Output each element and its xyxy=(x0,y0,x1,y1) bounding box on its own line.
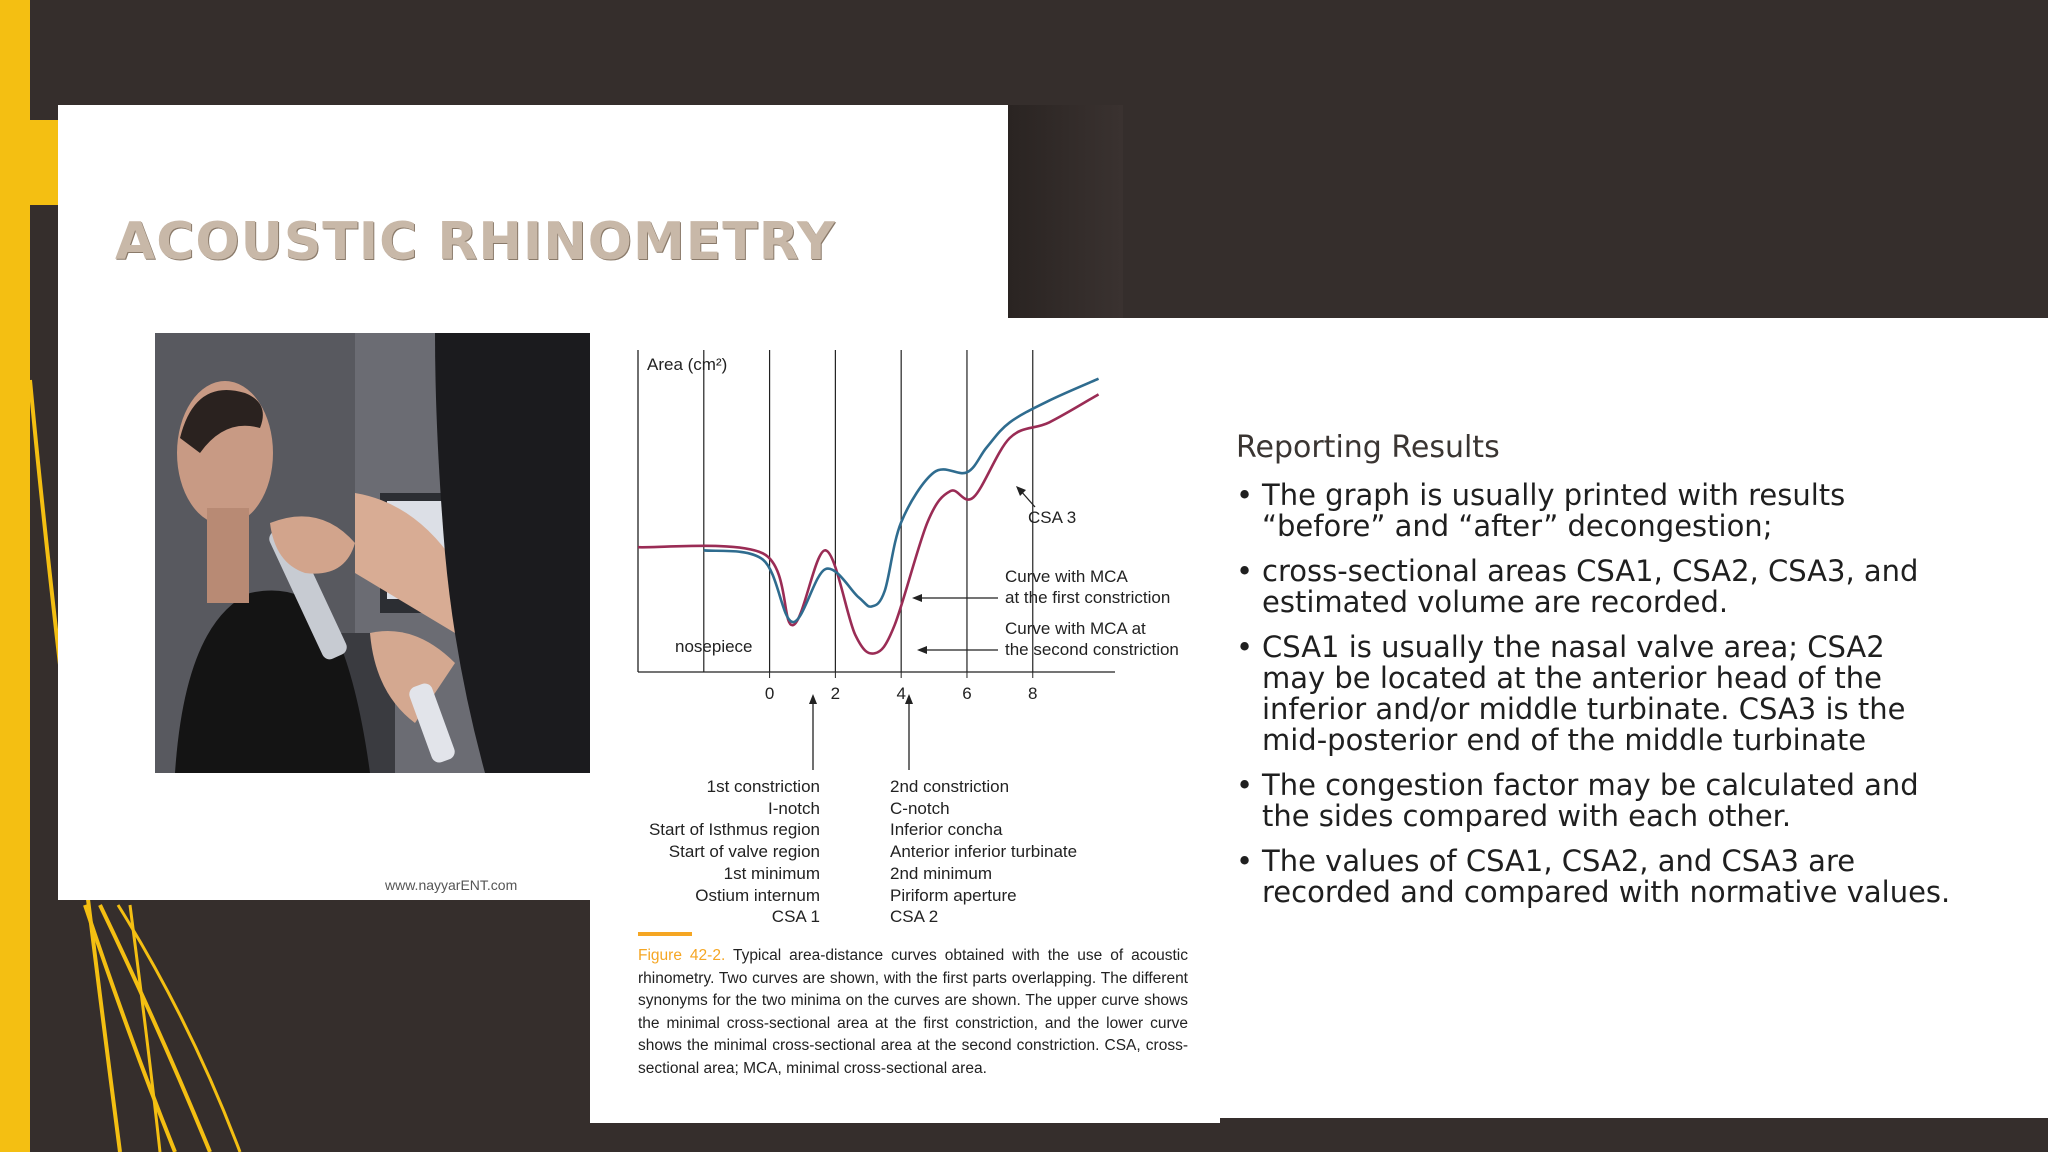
synonym-right: C-notch xyxy=(890,798,950,818)
synonym-left: 1st constriction xyxy=(706,777,820,796)
nosepiece-label: nosepiece xyxy=(675,637,753,656)
x-tick-label: 6 xyxy=(962,684,972,703)
bullet-text: cross-sectional areas CSA1, CSA2, CSA3, and estimated volume are recorded. xyxy=(1262,554,1919,619)
bullet-text: The congestion factor may be calculated and the sides compared with each other. xyxy=(1262,768,1919,833)
synonym-right: 2nd constriction xyxy=(890,777,1010,796)
synonym-left: Ostium internum xyxy=(695,885,820,905)
x-tick-label: 0 xyxy=(764,684,775,703)
bullet-icon: • xyxy=(1236,554,1254,588)
area-distance-chart xyxy=(590,330,1220,780)
first-constriction-arrowhead xyxy=(809,694,817,704)
legend-mca-first-line1: Curve with MCA xyxy=(1005,567,1128,586)
slide-shadow-strip xyxy=(1008,105,1123,320)
bullet-text: The graph is usually printed with results “before” and “after” decongestion; xyxy=(1262,478,1846,543)
synonym-right: Anterior inferior turbinate xyxy=(890,842,1078,862)
caption-label: Figure 42-2. xyxy=(638,947,726,964)
synonym-right: CSA 2 xyxy=(890,907,939,927)
first-constriction-synonyms xyxy=(620,776,820,928)
report-bullets xyxy=(1236,480,1956,922)
legend-mca-first-line2: at the first constriction xyxy=(1005,588,1171,607)
caption-rule xyxy=(638,932,692,936)
second-constriction-synonyms xyxy=(890,776,1150,928)
bullet-item xyxy=(1236,480,1956,542)
x-tick-label: 4 xyxy=(896,684,906,703)
bullet-icon: • xyxy=(1236,478,1254,512)
csa3-label: CSA 3 xyxy=(1028,508,1077,527)
slide-title: ACOUSTIC RHINOMETRY xyxy=(115,212,836,272)
source-credit: www.nayyarENT.com xyxy=(385,877,518,893)
bullet-text: The values of CSA1, CSA2, and CSA3 are recorded and compared with normative values. xyxy=(1262,844,1951,909)
legend-mca-second-line1: Curve with MCA at xyxy=(1005,619,1146,638)
bullet-icon: • xyxy=(1236,768,1254,802)
synonym-left: Start of Isthmus region xyxy=(648,820,820,840)
bullet-item xyxy=(1236,556,1956,618)
bullet-icon: • xyxy=(1236,630,1254,664)
gridlines xyxy=(704,350,1033,672)
bullet-item xyxy=(1236,632,1956,756)
figure-caption xyxy=(638,945,1188,1080)
synonym-left: Start of valve region xyxy=(668,842,820,862)
synonym-right: 2nd minimum xyxy=(890,863,993,883)
synonym-right: Inferior concha xyxy=(890,820,1003,840)
synonym-right: Piriform aperture xyxy=(890,885,1017,905)
y-axis-label: Area (cm²) xyxy=(647,355,728,374)
rhinometry-photo xyxy=(155,333,591,773)
report-heading: Reporting Results xyxy=(1236,430,1500,465)
synonym-left: I-notch xyxy=(768,798,820,818)
synonym-left: 1st minimum xyxy=(723,863,820,883)
synonym-left: CSA 1 xyxy=(771,907,820,927)
bullet-icon: • xyxy=(1236,844,1254,878)
caption-text: Typical area-distance curves obtained with the use of acoustic rhinometry. Two curves are shown, with the first parts overlapping. The different synonyms for the two minima on the curves are shown. The upper curve shows the minimal cross-sectional area at the first constriction, and the lower curve shows the minimal cross-sectional area at the second constriction. CSA, cross-sectional area; MCA, minimal cross-sectional area. xyxy=(638,947,1188,1077)
legend-mca-second-arrowhead xyxy=(917,646,927,654)
bullet-text: CSA1 is usually the nasal valve area; CSA2 may be located at the anterior head of the inferior and/or middle turbinate. CSA3 is the mid-posterior end of the middle turbinate xyxy=(1262,630,1906,757)
bullet-item xyxy=(1236,846,1956,908)
second-constriction-arrowhead xyxy=(905,694,913,704)
x-tick-label: 8 xyxy=(1028,684,1038,703)
bullet-item xyxy=(1236,770,1956,832)
legend-mca-second-line2: the second constriction xyxy=(1005,640,1179,659)
x-tick-label: 2 xyxy=(830,684,841,703)
x-tick-labels xyxy=(765,672,1038,703)
legend-mca-first-arrowhead xyxy=(912,594,922,602)
